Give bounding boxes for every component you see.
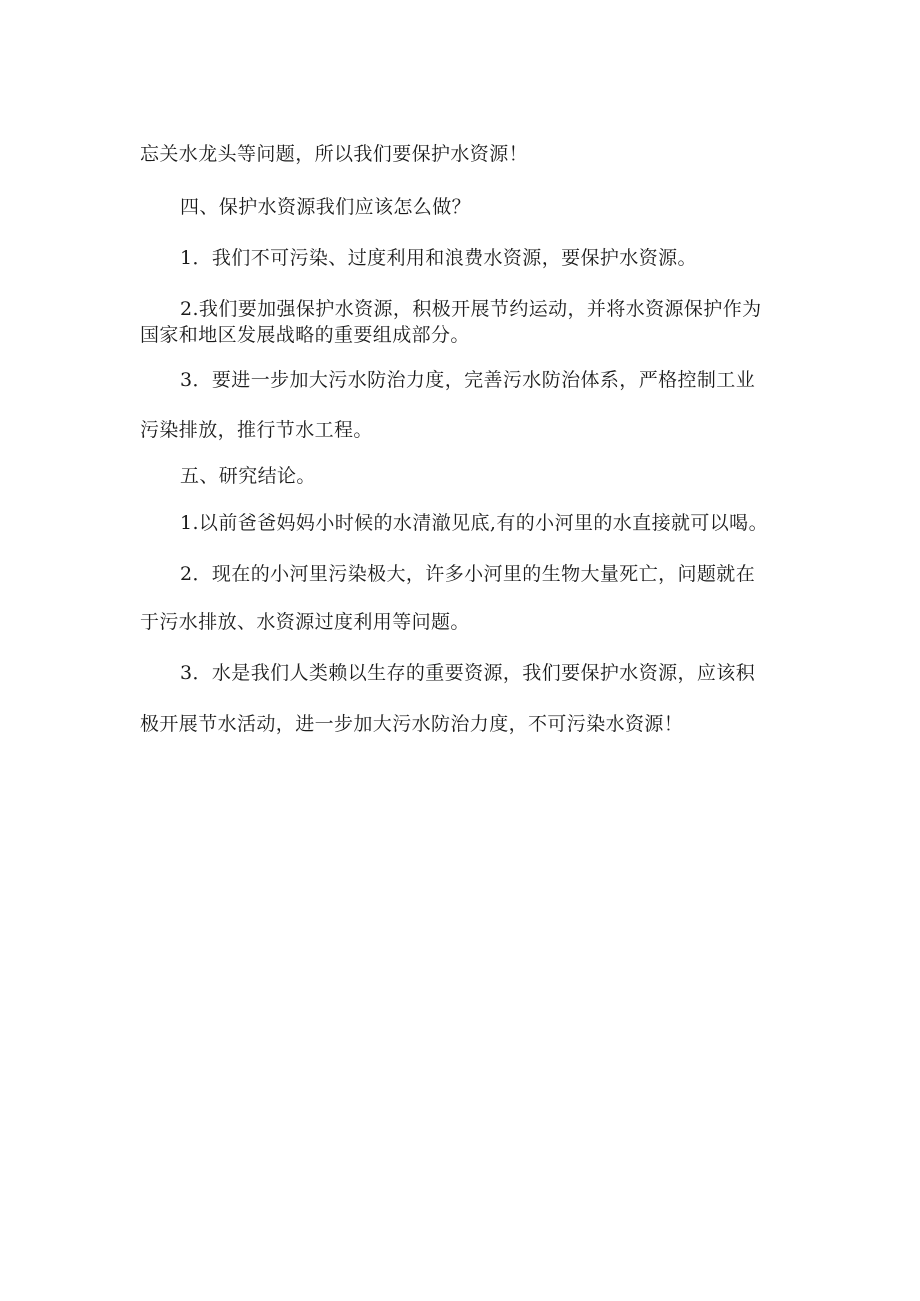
- conclusion-item-2-line-1: 2．现在的小河里污染极大，许多小河里的生物大量死亡，问题就在: [180, 563, 756, 585]
- section-heading-conclusion: 五、研究结论。: [180, 465, 316, 487]
- list-item-1-line: 1．我们不可污染、过度利用和浪费水资源，要保护水资源。: [180, 247, 697, 269]
- conclusion-item-3-line-1: 3．水是我们人类赖以生存的重要资源，我们要保护水资源，应该积: [180, 662, 756, 684]
- conclusion-item-3-line-2: 极开展节水活动，进一步加大污水防治力度，不可污染水资源！: [140, 713, 684, 735]
- conclusion-item-1-line: 1.以前爸爸妈妈小时候的水清澈见底,有的小河里的水直接就可以喝。: [180, 512, 768, 534]
- list-item-3-line-1: 3．要进一步加大污水防治力度，完善污水防治体系，严格控制工业: [180, 369, 756, 391]
- section-heading-what-to-do: 四、保护水资源我们应该怎么做？: [180, 196, 472, 218]
- list-item-2-line-2: 国家和地区发展战略的重要组成部分。: [140, 324, 470, 346]
- list-item-2-line-1: 2.我们要加强保护水资源，积极开展节约运动，并将水资源保护作为: [180, 298, 762, 320]
- paragraph-continuation-line: 忘关水龙头等问题，所以我们要保护水资源！: [140, 143, 529, 165]
- conclusion-item-2-line-2: 于污水排放、水资源过度利用等问题。: [140, 611, 470, 633]
- list-item-3-line-2: 污染排放，推行节水工程。: [140, 419, 373, 441]
